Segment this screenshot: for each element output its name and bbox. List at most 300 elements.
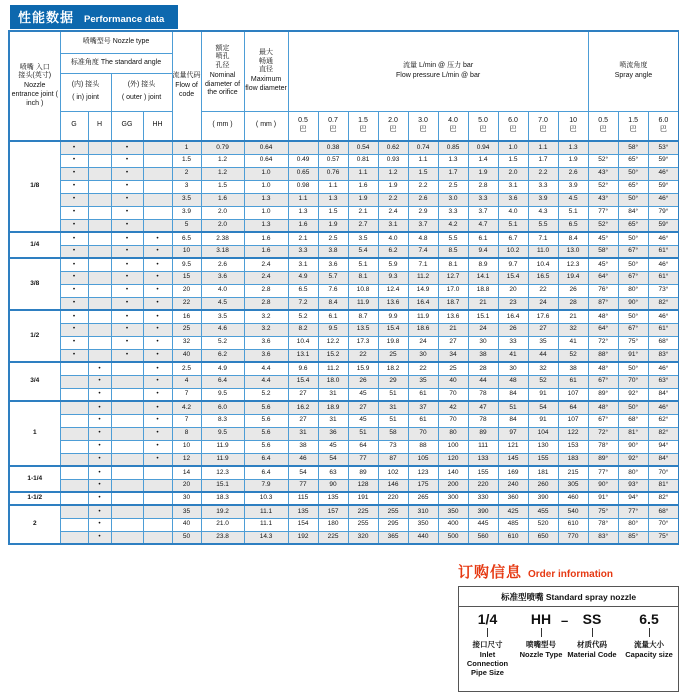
cell-joint-h bbox=[88, 271, 111, 284]
header-flow-code bbox=[172, 31, 201, 141]
cell-flow-code: 2 bbox=[172, 167, 201, 180]
header-pressure-5.0-bar bbox=[468, 111, 498, 141]
cell-joint-hh: • bbox=[143, 401, 172, 414]
cell-flow-1.5-bar: 0.81 bbox=[348, 154, 378, 167]
cell-joint-hh: • bbox=[143, 258, 172, 271]
cell-angle-1.5-bar: 65° bbox=[618, 219, 648, 232]
cell-flow-7.0-bar: 455 bbox=[528, 505, 558, 518]
cell-joint-g: • bbox=[60, 141, 88, 154]
cell-flow-10-bar: 610 bbox=[558, 518, 588, 531]
cell-flow-4.0-bar: 5.5 bbox=[438, 232, 468, 245]
cell-flow-7.0-bar: 22 bbox=[528, 284, 558, 297]
cell-flow-5.0-bar: 18.8 bbox=[468, 284, 498, 297]
order-field-label-en: Material Code bbox=[567, 650, 617, 659]
cell-flow-code: 40 bbox=[172, 349, 201, 362]
cell-joint-h bbox=[88, 258, 111, 271]
cell-flow-0.5-bar: 16.2 bbox=[288, 401, 318, 414]
cell-flow-10-bar: 26 bbox=[558, 284, 588, 297]
cell-flow-0.7-bar: 63 bbox=[318, 466, 348, 479]
cell-flow-4.0-bar: 1.3 bbox=[438, 154, 468, 167]
header-spray-angle bbox=[588, 31, 679, 111]
cell-joint-g: • bbox=[60, 349, 88, 362]
cell-joint-g bbox=[60, 453, 88, 466]
cell-flow-0.5-bar: 77 bbox=[288, 479, 318, 492]
cell-joint-g bbox=[60, 531, 88, 544]
cell-flow-10-bar: 41 bbox=[558, 336, 588, 349]
cell-angle-6.0-bar: 46° bbox=[648, 193, 679, 206]
header-joint-g: G bbox=[60, 111, 88, 141]
header-nozzle-type-en: Nozzle type bbox=[112, 37, 150, 45]
cell-flow-5.0-bar: 111 bbox=[468, 440, 498, 453]
cell-angle-0.5-bar: 91° bbox=[588, 492, 618, 505]
cell-joint-g: • bbox=[60, 323, 88, 336]
cell-angle-0.5-bar: 67° bbox=[588, 375, 618, 388]
cell-flow-6.0-bar: 84 bbox=[498, 388, 528, 401]
table-row bbox=[9, 479, 679, 492]
cell-joint-gg: • bbox=[111, 193, 143, 206]
cell-angle-6.0-bar: 46° bbox=[648, 232, 679, 245]
pressure-bar-unit: 巴 bbox=[449, 125, 457, 133]
cell-max-flow-diameter: 14.3 bbox=[244, 531, 288, 544]
cell-angle-0.5-bar: 64° bbox=[588, 271, 618, 284]
cell-flow-6.0-bar: 15.4 bbox=[498, 271, 528, 284]
cell-flow-0.7-bar: 11.2 bbox=[318, 362, 348, 375]
cell-flow-10-bar: 13.0 bbox=[558, 245, 588, 258]
cell-flow-0.5-bar: 2.1 bbox=[288, 232, 318, 245]
cell-angle-6.0-bar: 82° bbox=[648, 492, 679, 505]
cell-flow-10-bar: 1.9 bbox=[558, 154, 588, 167]
cell-flow-2.0-bar: 51 bbox=[378, 414, 408, 427]
cell-flow-3.0-bar: 61 bbox=[408, 388, 438, 401]
cell-flow-6.0-bar: 10.2 bbox=[498, 245, 528, 258]
cell-joint-g bbox=[60, 492, 88, 505]
cell-flow-0.7-bar: 1.1 bbox=[318, 180, 348, 193]
cell-flow-4.0-bar: 1.7 bbox=[438, 167, 468, 180]
cell-flow-7.0-bar: 91 bbox=[528, 414, 558, 427]
cell-flow-4.0-bar: 80 bbox=[438, 427, 468, 440]
cell-pipe-size: 2 bbox=[9, 505, 60, 544]
cell-nominal-diameter: 4.9 bbox=[201, 362, 244, 375]
cell-flow-6.0-bar: 41 bbox=[498, 349, 528, 362]
cell-max-flow-diameter: 1.0 bbox=[244, 180, 288, 193]
cell-angle-0.5-bar: 58° bbox=[588, 245, 618, 258]
cell-nominal-diameter: 3.6 bbox=[201, 271, 244, 284]
table-row bbox=[9, 167, 679, 180]
cell-angle-6.0-bar: 68° bbox=[648, 336, 679, 349]
cell-flow-0.5-bar: 3.1 bbox=[288, 258, 318, 271]
cell-flow-2.0-bar: 9.3 bbox=[378, 271, 408, 284]
cell-joint-gg: • bbox=[111, 141, 143, 154]
cell-flow-1.5-bar: 64 bbox=[348, 440, 378, 453]
cell-flow-10-bar: 540 bbox=[558, 505, 588, 518]
header-pressure-1.5-bar bbox=[348, 111, 378, 141]
cell-angle-6.0-bar: 46° bbox=[648, 258, 679, 271]
pressure-value: 3.0 bbox=[418, 117, 428, 124]
table-row bbox=[9, 297, 679, 310]
cell-flow-1.5-bar: 5.4 bbox=[348, 245, 378, 258]
cell-flow-10-bar: 153 bbox=[558, 440, 588, 453]
cell-flow-1.5-bar: 77 bbox=[348, 453, 378, 466]
header-entrance-zh1: 喷嘴 入口 bbox=[19, 63, 50, 71]
cell-flow-0.7-bar: 1.9 bbox=[318, 219, 348, 232]
cell-joint-h bbox=[88, 180, 111, 193]
cell-flow-0.7-bar: 15.2 bbox=[318, 349, 348, 362]
cell-joint-h: • bbox=[88, 362, 111, 375]
cell-angle-0.5-bar: 45° bbox=[588, 258, 618, 271]
cell-joint-g: • bbox=[60, 245, 88, 258]
cell-max-flow-diameter: 6.4 bbox=[244, 466, 288, 479]
cell-joint-gg: • bbox=[111, 232, 143, 245]
cell-flow-4.0-bar: 70 bbox=[438, 388, 468, 401]
cell-joint-gg: • bbox=[111, 219, 143, 232]
cell-joint-g bbox=[60, 427, 88, 440]
cell-pipe-size: 1/2 bbox=[9, 310, 60, 362]
cell-angle-1.5-bar: 67° bbox=[618, 271, 648, 284]
table-row bbox=[9, 180, 679, 193]
cell-flow-5.0-bar: 560 bbox=[468, 531, 498, 544]
cell-joint-h: • bbox=[88, 388, 111, 401]
cell-angle-0.5-bar: 43° bbox=[588, 193, 618, 206]
cell-flow-code: 14 bbox=[172, 466, 201, 479]
cell-angle-1.5-bar: 80° bbox=[618, 518, 648, 531]
cell-joint-hh bbox=[143, 167, 172, 180]
cell-joint-gg bbox=[111, 518, 143, 531]
cell-joint-h: • bbox=[88, 440, 111, 453]
cell-flow-7.0-bar: 24 bbox=[528, 297, 558, 310]
cell-nominal-diameter: 6.2 bbox=[201, 349, 244, 362]
cell-flow-5.0-bar: 133 bbox=[468, 453, 498, 466]
cell-flow-1.5-bar: 3.5 bbox=[348, 232, 378, 245]
header-entrance-en: Nozzle entrance joint ( inch ) bbox=[11, 82, 58, 107]
cell-flow-0.5-bar: 135 bbox=[288, 505, 318, 518]
cell-flow-0.5-bar: 0.65 bbox=[288, 167, 318, 180]
table-row bbox=[9, 427, 679, 440]
order-field-label-en: Inlet Connection Pipe Size bbox=[466, 650, 509, 677]
cell-nominal-diameter: 23.8 bbox=[201, 531, 244, 544]
cell-flow-1.5-bar: 191 bbox=[348, 492, 378, 505]
cell-angle-6.0-bar: 83° bbox=[648, 349, 679, 362]
cell-flow-7.0-bar: 4.3 bbox=[528, 206, 558, 219]
cell-angle-0.5-bar: 76° bbox=[588, 284, 618, 297]
cell-nominal-diameter: 4.6 bbox=[201, 323, 244, 336]
cell-flow-3.0-bar: 22 bbox=[408, 362, 438, 375]
cell-flow-7.0-bar: 260 bbox=[528, 479, 558, 492]
order-field-label-zh: 喷嘴型号 bbox=[526, 640, 556, 649]
cell-max-flow-diameter: 5.6 bbox=[244, 401, 288, 414]
cell-flow-3.0-bar: 440 bbox=[408, 531, 438, 544]
cell-joint-gg: • bbox=[111, 271, 143, 284]
table-row bbox=[9, 466, 679, 479]
cell-angle-1.5-bar: 58° bbox=[618, 141, 648, 154]
cell-flow-10-bar: 107 bbox=[558, 414, 588, 427]
cell-max-flow-diameter: 5.6 bbox=[244, 427, 288, 440]
cell-flow-3.0-bar: 175 bbox=[408, 479, 438, 492]
pressure-bar-unit: 巴 bbox=[569, 125, 577, 133]
cell-flow-5.0-bar: 44 bbox=[468, 375, 498, 388]
cell-flow-code: 3.9 bbox=[172, 206, 201, 219]
cell-flow-2.0-bar: 25 bbox=[378, 349, 408, 362]
cell-joint-h: • bbox=[88, 466, 111, 479]
cell-flow-3.0-bar: 24 bbox=[408, 336, 438, 349]
cell-angle-1.5-bar: 90° bbox=[618, 440, 648, 453]
cell-flow-0.7-bar: 0.38 bbox=[318, 141, 348, 154]
cell-flow-5.0-bar: 15.1 bbox=[468, 310, 498, 323]
header-pressure-10-bar bbox=[558, 111, 588, 141]
order-box-header-zh: 标准型喷嘴 bbox=[500, 592, 544, 602]
cell-joint-g: • bbox=[60, 271, 88, 284]
cell-flow-1.5-bar: 255 bbox=[348, 518, 378, 531]
cell-flow-2.0-bar: 58 bbox=[378, 427, 408, 440]
cell-flow-10-bar: 52 bbox=[558, 349, 588, 362]
cell-flow-6.0-bar: 26 bbox=[498, 323, 528, 336]
cell-joint-g bbox=[60, 362, 88, 375]
pressure-bar-unit: 巴 bbox=[419, 125, 427, 133]
order-field bbox=[566, 611, 618, 677]
cell-joint-hh: • bbox=[143, 362, 172, 375]
cell-angle-1.5-bar: 50° bbox=[618, 232, 648, 245]
cell-joint-gg: • bbox=[111, 323, 143, 336]
cell-flow-10-bar: 183 bbox=[558, 453, 588, 466]
cell-flow-3.0-bar: 1.1 bbox=[408, 154, 438, 167]
cell-joint-h: • bbox=[88, 492, 111, 505]
cell-angle-6.0-bar: 59° bbox=[648, 219, 679, 232]
cell-flow-6.0-bar: 169 bbox=[498, 466, 528, 479]
cell-joint-gg bbox=[111, 531, 143, 544]
cell-pipe-size: 1/4 bbox=[9, 232, 60, 258]
cell-flow-code: 4 bbox=[172, 375, 201, 388]
cell-flow-0.5-bar: 8.2 bbox=[288, 323, 318, 336]
cell-joint-g bbox=[60, 505, 88, 518]
cell-max-flow-diameter: 3.6 bbox=[244, 349, 288, 362]
cell-flow-0.7-bar: 1.5 bbox=[318, 206, 348, 219]
cell-flow-1.5-bar: 15.9 bbox=[348, 362, 378, 375]
cell-joint-hh: • bbox=[143, 453, 172, 466]
pressure-value: 5.0 bbox=[478, 117, 488, 124]
header-flow-pressure-zh: 流量 L/min @ 压力 bar bbox=[403, 62, 474, 69]
cell-angle-1.5-bar: 84° bbox=[618, 206, 648, 219]
cell-flow-0.5-bar: 1.6 bbox=[288, 219, 318, 232]
cell-joint-gg bbox=[111, 505, 143, 518]
cell-flow-10-bar: 122 bbox=[558, 427, 588, 440]
cell-flow-1.5-bar: 26 bbox=[348, 375, 378, 388]
cell-nominal-diameter: 1.2 bbox=[201, 167, 244, 180]
header-nozzle-type bbox=[60, 31, 172, 53]
cell-flow-0.7-bar: 12.2 bbox=[318, 336, 348, 349]
cell-joint-hh: • bbox=[143, 349, 172, 362]
cell-flow-5.0-bar: 89 bbox=[468, 427, 498, 440]
cell-joint-g: • bbox=[60, 154, 88, 167]
cell-flow-2.0-bar: 220 bbox=[378, 492, 408, 505]
cell-flow-3.0-bar: 1.5 bbox=[408, 167, 438, 180]
cell-flow-10-bar: 64 bbox=[558, 401, 588, 414]
cell-joint-h: • bbox=[88, 401, 111, 414]
cell-flow-6.0-bar: 1.0 bbox=[498, 141, 528, 154]
cell-angle-1.5-bar: 67° bbox=[618, 323, 648, 336]
cell-flow-code: 3.5 bbox=[172, 193, 201, 206]
cell-flow-6.0-bar: 3.6 bbox=[498, 193, 528, 206]
cell-joint-gg: • bbox=[111, 206, 143, 219]
cell-joint-hh bbox=[143, 505, 172, 518]
cell-joint-gg bbox=[111, 375, 143, 388]
cell-max-flow-diameter: 3.6 bbox=[244, 336, 288, 349]
table-row bbox=[9, 401, 679, 414]
cell-flow-2.0-bar: 295 bbox=[378, 518, 408, 531]
cell-nominal-diameter: 3.5 bbox=[201, 310, 244, 323]
cell-angle-1.5-bar: 65° bbox=[618, 180, 648, 193]
cell-flow-code: 12 bbox=[172, 453, 201, 466]
cell-flow-10-bar: 21 bbox=[558, 310, 588, 323]
cell-flow-0.5-bar: 13.1 bbox=[288, 349, 318, 362]
cell-flow-10-bar: 8.4 bbox=[558, 232, 588, 245]
cell-flow-7.0-bar: 10.4 bbox=[528, 258, 558, 271]
pressure-value: 2.0 bbox=[388, 117, 398, 124]
cell-nominal-diameter: 9.5 bbox=[201, 427, 244, 440]
cell-flow-4.0-bar: 27 bbox=[438, 336, 468, 349]
pressure-value: 1.5 bbox=[628, 117, 639, 124]
order-information-section bbox=[458, 561, 679, 692]
cell-flow-code: 1.5 bbox=[172, 154, 201, 167]
cell-flow-2.0-bar: 102 bbox=[378, 466, 408, 479]
cell-flow-0.5-bar: 10.4 bbox=[288, 336, 318, 349]
cell-flow-7.0-bar: 1.7 bbox=[528, 154, 558, 167]
cell-angle-1.5-bar: 67° bbox=[618, 245, 648, 258]
cell-max-flow-diameter: 11.1 bbox=[244, 518, 288, 531]
cell-angle-6.0-bar: 73° bbox=[648, 284, 679, 297]
cell-angle-1.5-bar: 75° bbox=[618, 336, 648, 349]
cell-flow-code: 40 bbox=[172, 518, 201, 531]
cell-angle-0.5-bar: 77° bbox=[588, 206, 618, 219]
cell-max-flow-diameter: 1.3 bbox=[244, 193, 288, 206]
table-row bbox=[9, 258, 679, 271]
header-outer-joint-en: ( outer ) joint bbox=[121, 94, 162, 101]
cell-joint-hh: • bbox=[143, 297, 172, 310]
header-max-flow-unit: ( mm ) bbox=[244, 111, 288, 141]
cell-flow-4.0-bar: 8.5 bbox=[438, 245, 468, 258]
cell-flow-6.0-bar: 84 bbox=[498, 414, 528, 427]
order-field bbox=[618, 611, 679, 677]
cell-joint-hh bbox=[143, 141, 172, 154]
cell-angle-1.5-bar: 94° bbox=[618, 492, 648, 505]
cell-flow-6.0-bar: 5.1 bbox=[498, 219, 528, 232]
cell-angle-0.5-bar: 67° bbox=[588, 414, 618, 427]
cell-flow-4.0-bar: 21 bbox=[438, 323, 468, 336]
cell-flow-4.0-bar: 500 bbox=[438, 531, 468, 544]
cell-angle-1.5-bar: 80° bbox=[618, 284, 648, 297]
header-max-flow-zh: 最大畅通直径 bbox=[259, 48, 274, 74]
cell-flow-1.5-bar: 27 bbox=[348, 401, 378, 414]
cell-nominal-diameter: 2.38 bbox=[201, 232, 244, 245]
header-spray-pressure-1.5-bar bbox=[618, 111, 648, 141]
cell-flow-7.0-bar: 7.1 bbox=[528, 232, 558, 245]
cell-flow-3.0-bar: 310 bbox=[408, 505, 438, 518]
cell-angle-6.0-bar: 81° bbox=[648, 479, 679, 492]
cell-flow-7.0-bar: 520 bbox=[528, 518, 558, 531]
table-row bbox=[9, 349, 679, 362]
cell-flow-0.7-bar: 54 bbox=[318, 453, 348, 466]
cell-flow-5.0-bar: 330 bbox=[468, 492, 498, 505]
cell-flow-3.0-bar: 7.1 bbox=[408, 258, 438, 271]
cell-flow-6.0-bar: 145 bbox=[498, 453, 528, 466]
cell-flow-4.0-bar: 2.5 bbox=[438, 180, 468, 193]
cell-flow-code: 30 bbox=[172, 492, 201, 505]
table-row bbox=[9, 271, 679, 284]
cell-flow-code: 20 bbox=[172, 284, 201, 297]
cell-joint-gg bbox=[111, 388, 143, 401]
cell-flow-1.5-bar: 45 bbox=[348, 414, 378, 427]
cell-flow-code: 15 bbox=[172, 271, 201, 284]
pressure-bar-unit: 巴 bbox=[659, 125, 667, 133]
cell-nominal-diameter: 11.9 bbox=[201, 440, 244, 453]
cell-angle-0.5-bar: 72° bbox=[588, 336, 618, 349]
cell-joint-hh: • bbox=[143, 232, 172, 245]
cell-angle-1.5-bar: 50° bbox=[618, 310, 648, 323]
cell-flow-7.0-bar: 5.5 bbox=[528, 219, 558, 232]
table-row bbox=[9, 206, 679, 219]
cell-max-flow-diameter: 5.6 bbox=[244, 414, 288, 427]
cell-joint-g: • bbox=[60, 310, 88, 323]
header-max-flow-diameter bbox=[244, 31, 288, 111]
cell-nominal-diameter: 15.1 bbox=[201, 479, 244, 492]
cell-joint-g: • bbox=[60, 258, 88, 271]
cell-angle-6.0-bar: 75° bbox=[648, 531, 679, 544]
order-field-label-zh: 材质代码 bbox=[577, 640, 607, 649]
cell-nominal-diameter: 6.4 bbox=[201, 375, 244, 388]
cell-angle-6.0-bar: 82° bbox=[648, 297, 679, 310]
cell-flow-7.0-bar: 32 bbox=[528, 362, 558, 375]
cell-flow-7.0-bar: 1.1 bbox=[528, 141, 558, 154]
header-standard-angle bbox=[60, 53, 172, 73]
cell-flow-code: 32 bbox=[172, 336, 201, 349]
cell-flow-2.0-bar: 12.4 bbox=[378, 284, 408, 297]
cell-flow-1.5-bar: 51 bbox=[348, 427, 378, 440]
cell-max-flow-diameter: 5.6 bbox=[244, 440, 288, 453]
cell-joint-hh: • bbox=[143, 375, 172, 388]
cell-flow-0.7-bar: 0.57 bbox=[318, 154, 348, 167]
cell-flow-4.0-bar: 4.2 bbox=[438, 219, 468, 232]
cell-joint-gg: • bbox=[111, 180, 143, 193]
cell-flow-0.7-bar: 90 bbox=[318, 479, 348, 492]
cell-flow-2.0-bar: 1.2 bbox=[378, 167, 408, 180]
header-nominal-en: Nominal diameter of the orifice bbox=[205, 71, 241, 97]
table-row bbox=[9, 310, 679, 323]
cell-flow-5.0-bar: 4.7 bbox=[468, 219, 498, 232]
pressure-bar-unit: 巴 bbox=[299, 125, 307, 133]
cell-flow-3.0-bar: 105 bbox=[408, 453, 438, 466]
cell-flow-7.0-bar: 104 bbox=[528, 427, 558, 440]
cell-nominal-diameter: 3.18 bbox=[201, 245, 244, 258]
cell-flow-3.0-bar: 35 bbox=[408, 375, 438, 388]
header-max-flow-en: Maximum flow diameter bbox=[245, 76, 287, 92]
header-nominal-zh: 额定喷孔孔径 bbox=[215, 44, 230, 69]
cell-flow-3.0-bar: 2.9 bbox=[408, 206, 438, 219]
header-standard-angle-en: The standard angle bbox=[100, 58, 162, 66]
cell-joint-hh bbox=[143, 154, 172, 167]
cell-flow-2.0-bar: 0.62 bbox=[378, 141, 408, 154]
cell-flow-7.0-bar: 16.5 bbox=[528, 271, 558, 284]
header-in-joint bbox=[60, 73, 111, 111]
cell-max-flow-diameter: 0.64 bbox=[244, 141, 288, 154]
cell-pipe-size: 3/8 bbox=[9, 258, 60, 310]
pressure-bar-unit: 巴 bbox=[359, 125, 367, 133]
cell-nominal-diameter: 1.6 bbox=[201, 193, 244, 206]
page-title-zh: 性能数据 bbox=[18, 10, 75, 25]
cell-flow-3.0-bar: 70 bbox=[408, 427, 438, 440]
cell-flow-1.5-bar: 128 bbox=[348, 479, 378, 492]
cell-joint-h: • bbox=[88, 375, 111, 388]
cell-flow-2.0-bar: 29 bbox=[378, 375, 408, 388]
cell-flow-4.0-bar: 200 bbox=[438, 479, 468, 492]
cell-joint-g bbox=[60, 466, 88, 479]
